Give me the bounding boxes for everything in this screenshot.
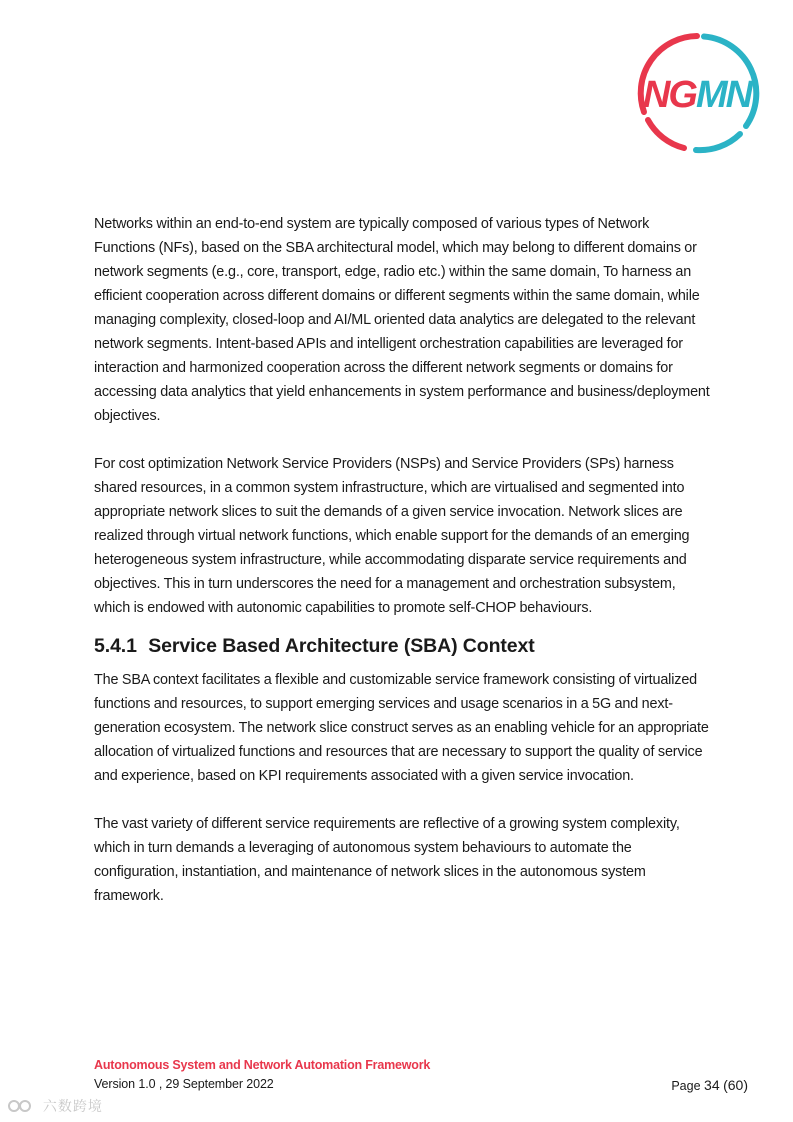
ngmn-logo (634, 30, 760, 156)
paragraph-sba-context: The SBA context facilitates a flexible and customizable service framework consisting of virtualized functions and resources, to support emerging services and usage scenarios in a 5G and next-generation ecosystem. The network slice construct serves as an enabling vehicle for an appropriate allocation of virtualized functions and resources that are necessary to support the quality of service and experience, based on KPI requirements associated with a given service invocation. (94, 672, 709, 784)
section-title: Service Based Architecture (SBA) Context (148, 635, 535, 657)
footer-document-title: Autonomous System and Network Automation Framework (94, 1058, 431, 1072)
paragraph-service-requirements: The vast variety of different service requirements are reflective of a growing system complexity, which in turn demands a leveraging of autonomous system behaviours to automate the configuration, instantiation, and maintenance of network slices in the autonomous system framework. (94, 816, 680, 904)
logo-lettering: NGMN (642, 74, 752, 116)
watermark-text: 六数跨境 (42, 1098, 103, 1114)
footer-version: Version 1.0 , 29 September 2022 (94, 1077, 274, 1091)
page-label: Page (671, 1079, 701, 1093)
section-number: 5.4.1 (94, 635, 137, 657)
watermark (8, 1096, 103, 1116)
logo-ring-red-lower (648, 120, 684, 148)
paragraph-nf-domains: Networks within an end-to-end system are typically composed of various types of Network Functions (NFs), based on the SBA architectural model, which may belong to different domains or network segments (e.g., core, transport, edge, radio etc.) within the same domain, To harness an efficient cooperation across different domains or different segments within the same domain, while managing complexity, closed-loop and AI/ML oriented data analytics are delegated to the relevant network segments. Intent-based APIs and intelligent orchestration capabilities are leveraged for interaction and harmonized cooperation across the different network segments or domains for accessing data analytics that yield enhancements in system performance and business/deployment objectives. (94, 216, 710, 424)
page-current: 34 (704, 1077, 720, 1093)
footer-page-number (671, 1077, 748, 1093)
paragraph-cost-optimization: For cost optimization Network Service Providers (NSPs) and Service Providers (SPs) harness shared resources, in a common system infrastructure, which are virtualised and segmented into appropriate network slices to suit the demands of a given service invocation. Network slices are realized through virtual network functions, which enable support for the demands of an emerging heterogeneous system infrastructure, while accommodating disparate service requirements and objectives. This in turn underscores the need for a management and orchestration subsystem, which is endowed with autonomic capabilities to promote self-CHOP behaviours. (94, 456, 690, 616)
watermark-logo-icon (8, 1097, 34, 1115)
document-body (94, 212, 712, 932)
ngmn-logo-icon (634, 30, 760, 156)
page-total: (60) (723, 1077, 748, 1093)
section-heading (94, 630, 712, 662)
logo-ring-teal-lower (696, 134, 740, 150)
